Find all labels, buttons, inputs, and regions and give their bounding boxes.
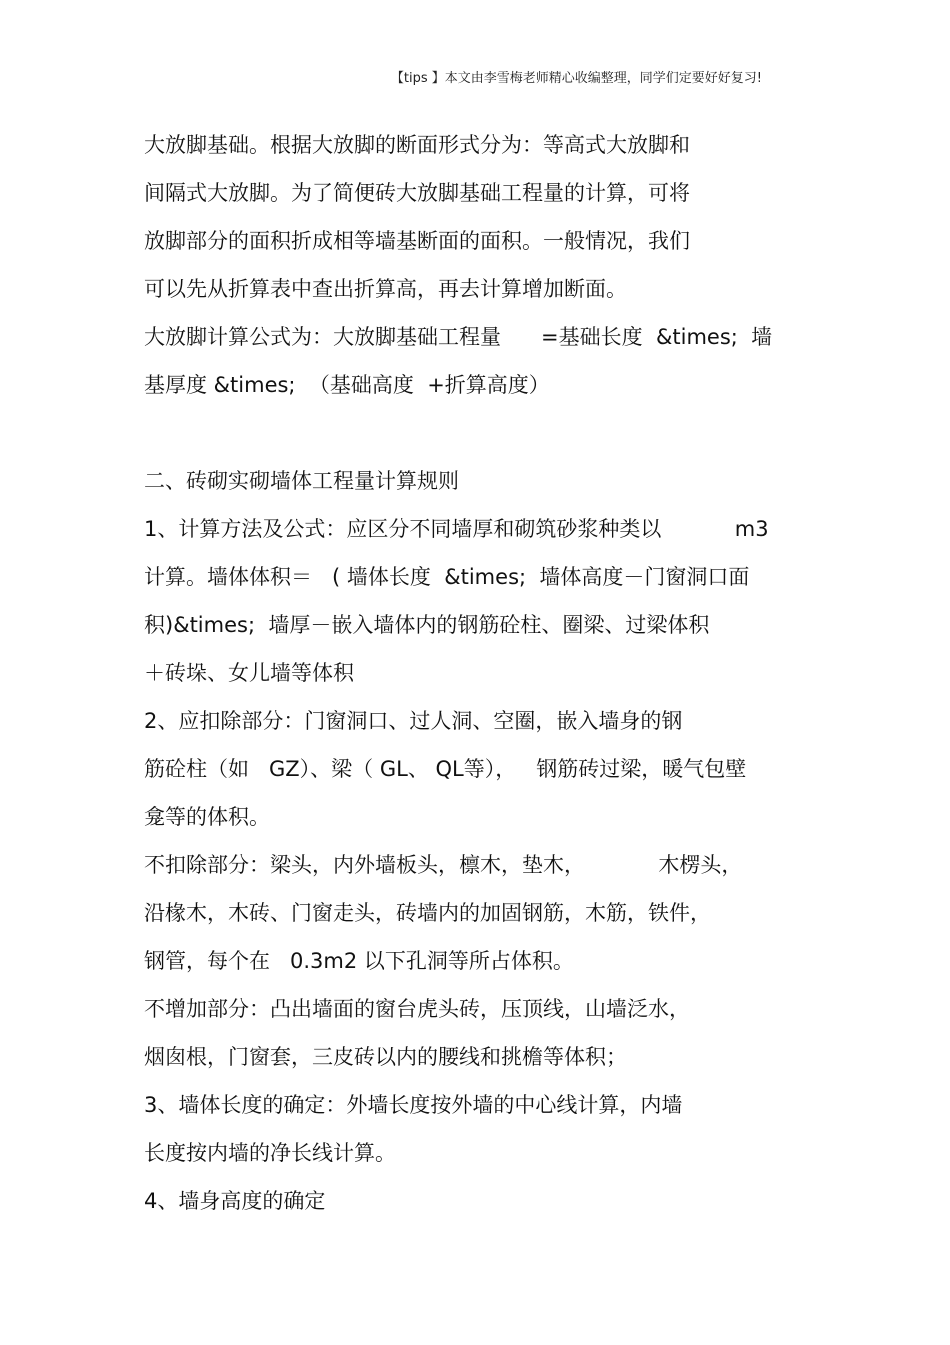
body-line: 不增加部分：凸出墙面的窗台虎头砖，压顶线，山墙泛水， xyxy=(144,997,690,1021)
body-line: 1、计算方法及公式：应区分不同墙厚和砌筑砂浆种类以 m3 xyxy=(144,517,769,541)
body-line: 计算。墙体体积＝ ( 墙体长度 &times; 墙体高度－门窗洞口面 xyxy=(144,565,750,589)
body-line: 龛等的体积。 xyxy=(144,805,270,829)
body-line: 可以先从折算表中查出折算高，再去计算增加断面。 xyxy=(144,277,627,301)
body-line: 3、墙体长度的确定：外墙长度按外墙的中心线计算，内墙 xyxy=(144,1093,683,1117)
body-line: 钢管，每个在 0.3m2 以下孔洞等所占体积。 xyxy=(144,949,574,973)
section-heading: 二、砖砌实砌墙体工程量计算规则 xyxy=(144,469,459,493)
body-line: 大放脚基础。根据大放脚的断面形式分为：等高式大放脚和 xyxy=(144,133,690,157)
body-line: 放脚部分的面积折成相等墙基断面的面积。一般情况，我们 xyxy=(144,229,690,253)
body-line: 不扣除部分：梁头，内外墙板头，檩木，垫木， 木楞头， xyxy=(144,853,743,877)
body-line: 间隔式大放脚。为了简便砖大放脚基础工程量的计算，可将 xyxy=(144,181,690,205)
body-line: 大放脚计算公式为：大放脚基础工程量 =基础长度 &times; 墙 xyxy=(144,325,773,349)
body-line: 积)&times; 墙厚－嵌入墙体内的钢筋砼柱、圈梁、过梁体积 xyxy=(144,613,710,637)
body-line: 烟囱根，门窗套，三皮砖以内的腰线和挑檐等体积； xyxy=(144,1045,627,1069)
body-line: 沿椽木，木砖、门窗走头，砖墙内的加固钢筋，木筋，铁件， xyxy=(144,901,711,925)
body-line: ＋砖垛、女儿墙等体积 xyxy=(144,661,354,685)
header-note: 【tips 】本文由李雪梅老师精心收编整理，同学们定要好好复习! xyxy=(390,71,762,86)
body-line: 2、应扣除部分：门窗洞口、过人洞、空圈，嵌入墙身的钢 xyxy=(144,709,683,733)
body-line: 4、墙身高度的确定 xyxy=(144,1189,326,1213)
body-line: 筋砼柱（如 GZ）、梁（ GL、 QL等）， 钢筋砖过梁，暖气包壁 xyxy=(144,757,747,781)
body-line: 长度按内墙的净长线计算。 xyxy=(144,1141,396,1165)
body-line: 基厚度 &times; （基础高度 +折算高度） xyxy=(144,373,550,397)
